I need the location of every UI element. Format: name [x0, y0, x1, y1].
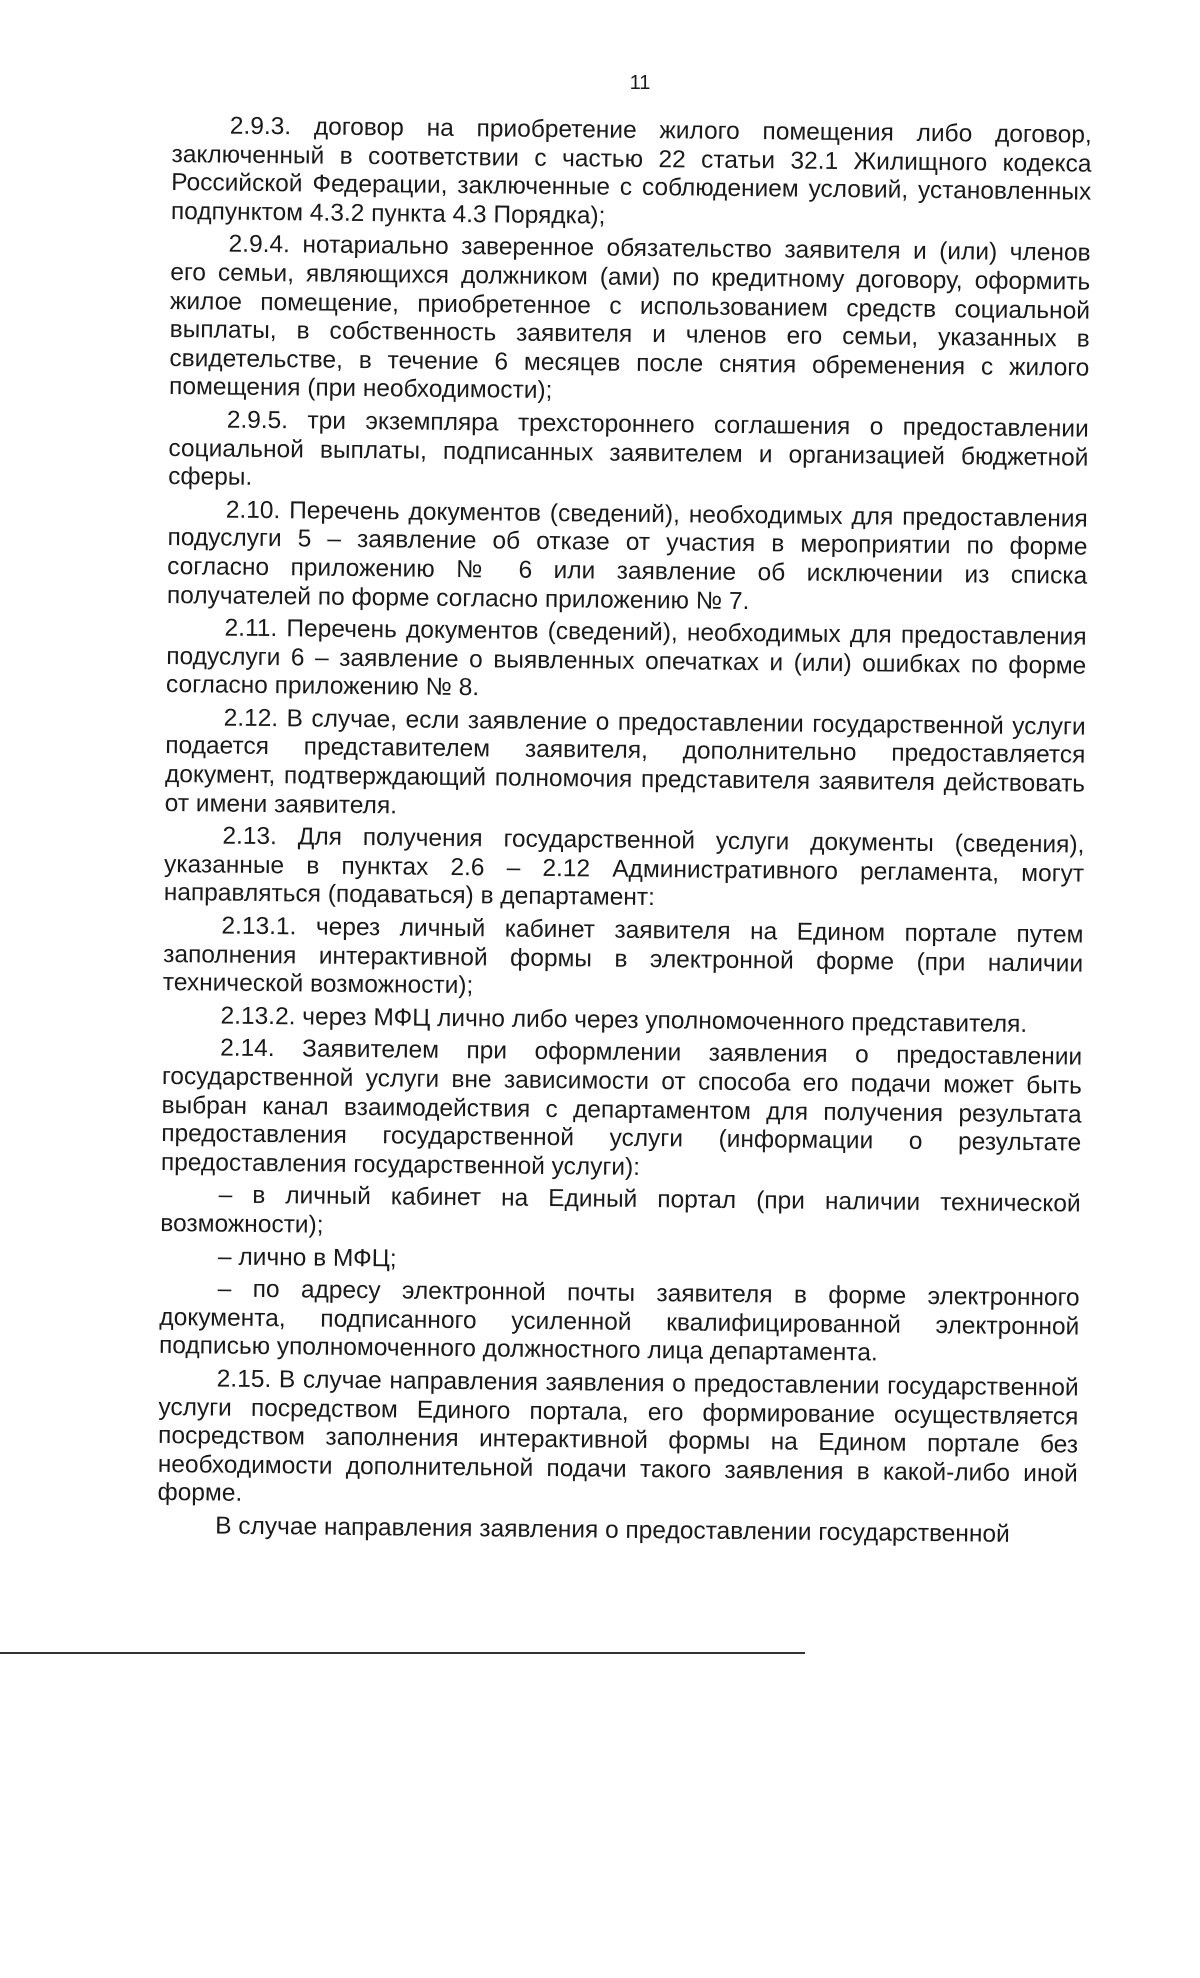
footnote-divider [0, 1652, 805, 1654]
document-body [157, 112, 1092, 1554]
list-item-email: – по адресу электронной почты заявителя в форме электронного документа, подписанного усиленной квалифицированной электронной подписью уполномоченного должностного лица департамента. [158, 1275, 1080, 1367]
list-item-mfc: – лично в МФЦ; [217, 1243, 397, 1272]
paragraph-2-9-5: 2.9.5. три экземпляра трехстороннего соглашения о предоставлении социальной выплаты, подписанных заявителем и организацией бюджетной сферы. [168, 406, 1089, 491]
paragraph-2-13: 2.13. Для получения государственной услуги документы (сведения), указанные в пунктах 2.6 – 2.12 Административного регламента, могут направляться (подаваться) в департамент: [163, 822, 1085, 912]
paragraph-continued: В случае направления заявления о предоставлении государственной [215, 1512, 1010, 1548]
page-number: 11 [629, 72, 651, 94]
paragraph-2-13-2: 2.13.2. через МФЦ лично либо через уполномоченного представителя. [220, 1002, 1028, 1038]
paragraph-2-9-4: 2.9.4. нотариально заверенное обязательство заявителя и (или) членов его семьи, являющихся должником (ами) по кредитному договору, оформить жилое помещение, приобретенное с использованием средств социальной выплаты, в собственность заявителя и членов его семьи, указанных в свидетельстве, в течение 6 месяцев после снятия обременения с жилого помещения (при необходимости); [168, 230, 1091, 405]
paragraph-2-12: 2.12. В случае, если заявление о предоставлении государственной услуги подается представителем заявителя, дополнительно предоставляется документ, подтверждающий полномочия представителя заявителя действовать от имени заявителя. [164, 704, 1086, 820]
paragraph-2-15: 2.15. В случае направления заявления о предоставлении государственной услуги посредством Единого портала, его формирование осуществляется посредством заполнения интерактивной формы на Едином портале без необходимости дополнительной подачи такого заявления в какой-либо иной форме. [157, 1365, 1079, 1508]
paragraph-2-14: 2.14. Заявителем при оформлении заявления о предоставлении государственной услуги вне зависимости от способа его подачи может быть выбран канал взаимодействия с департаментом для получения результата предоставления государственной услуги (информации о результате предоставления государственной услуги): [160, 1034, 1083, 1181]
paragraph-2-9-3: 2.9.3. договор на приобретение жилого помещения либо договор, заключенный в соответствии с частью 22 статьи 32.1 Жилищного кодекса Российской Федерации, заключенные с соблюдением условий, установленных подпунктом 4.3.2 пункта 4.3 Порядка); [170, 112, 1092, 230]
list-item-personal-cabinet: – в личный кабинет на Единый портал (при наличии технической возможности); [160, 1181, 1081, 1239]
paragraph-2-10: 2.10. Перечень документов (сведений), необходимых для предоставления подуслуги 5 – заявление об отказе от участия в мероприятии по форме согласно приложению № 6 или заявление об исключении из списка получателей по форме согласно приложению № 7. [166, 496, 1088, 615]
paragraph-2-11: 2.11. Перечень документов (сведений), необходимых для предоставления подуслуги 6 – заявление о выявленных опечатках и (или) ошибках по форме согласно приложению № 8. [165, 614, 1087, 702]
paragraph-2-13-1: 2.13.1. через личный кабинет заявителя на Едином портале путем заполнения интерактивной формы в электронной форме (при наличии технической возможности); [162, 912, 1084, 1000]
